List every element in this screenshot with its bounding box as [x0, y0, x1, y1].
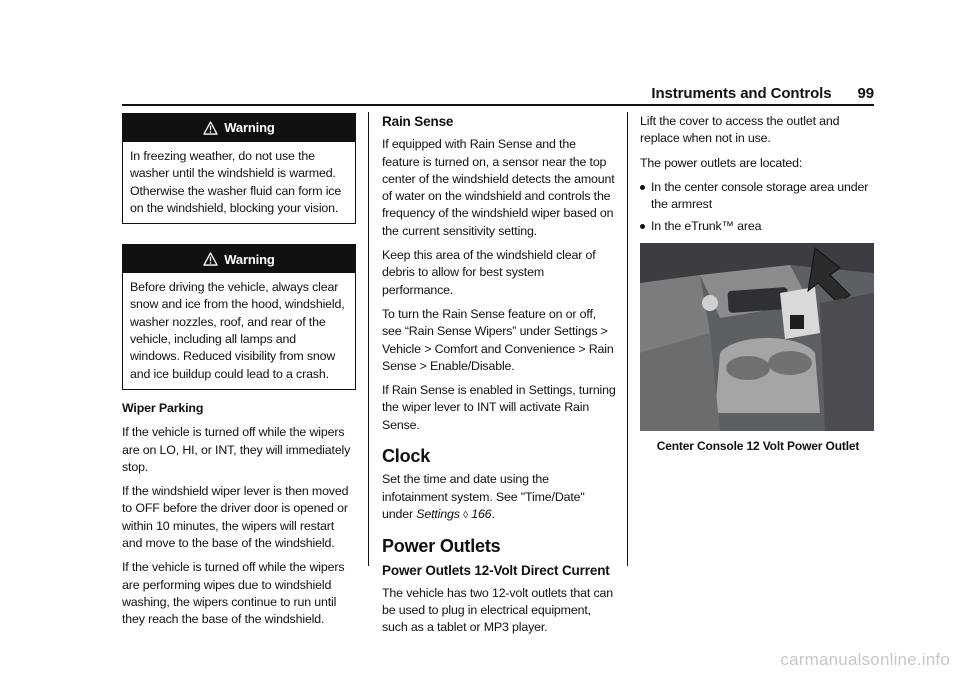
power-outlets-paragraph: The power outlets are located:	[640, 155, 803, 170]
warning-box-snow	[122, 244, 356, 390]
list-item: In the center console storage area under the armrest	[640, 179, 876, 214]
power-outlets-paragraph: The vehicle has two 12-volt outlets that can be used to plug in electrical equipment, such as a tablet or MP3 player.	[382, 585, 614, 635]
page-reference[interactable]: 166	[471, 506, 492, 521]
warning-box-freezing	[122, 113, 356, 224]
section-title: Instruments and Controls	[651, 84, 832, 102]
page-header	[122, 82, 874, 104]
rain-sense-paragraph: If equipped with Rain Sense and the feature is turned on, a sensor near the top center of the windshield detects the amount of water on the windshield and controls the frequency of the windshield wiper based on the current sensitivity setting.	[382, 137, 615, 238]
center-console-photo	[640, 243, 874, 431]
clock-paragraph	[382, 471, 616, 524]
warning-triangle-icon	[203, 252, 218, 266]
warning-text: Before driving the vehicle, always clear snow and ice from the hood, windshield, washer nozzles, roof, and rear of the vehicle, including all lamps and windows. Reduced visibility from snow and ice buildup could lead to a crash.	[130, 280, 345, 381]
wiper-parking-heading: Wiper Parking	[122, 400, 204, 415]
warning-header	[123, 245, 355, 273]
wiper-parking-paragraph: If the windshield wiper lever is then moved to OFF before the driver door is opened or within 10 minutes, the wipers will restart and move to the base of the windshield.	[122, 484, 349, 551]
wiper-parking-paragraph: If the vehicle is turned off while the wipers are on LO, HI, or INT, they will immediately stop.	[122, 425, 351, 474]
clock-heading: Clock	[382, 446, 431, 467]
power-outlets-heading: Power Outlets	[382, 536, 501, 557]
rain-sense-paragraph: To turn the Rain Sense feature on or off, see “Rain Sense Wipers” under Settings > Vehicle > Comfort and Convenience > Rain Sense > Enable/Disable.	[382, 306, 614, 373]
header-rule	[122, 104, 874, 106]
power-outlets-paragraph: Lift the cover to access the outlet and replace when not in use.	[640, 114, 840, 146]
outlet-locations-list	[640, 179, 876, 236]
page-reference-icon: ◊	[463, 509, 468, 521]
column-2	[382, 113, 616, 644]
watermark: carmanualsonline.info	[780, 650, 950, 669]
column-3	[640, 113, 876, 455]
list-item: In the eTrunk™ area	[640, 218, 876, 235]
column-divider-1	[368, 112, 369, 566]
warning-text: In freezing weather, do not use the washer until the windshield is warmed. Otherwise the washer fluid can form ice on the windshield, blocking your vision.	[130, 149, 342, 215]
warning-triangle-icon	[203, 121, 218, 135]
column-1	[122, 113, 356, 636]
rain-sense-paragraph: Keep this area of the windshield clear of debris to allow for best system performance.	[382, 248, 596, 297]
clock-text-end: .	[491, 506, 495, 521]
column-divider-2	[627, 112, 628, 566]
clock-text: Set the time and date using the infotainment system. See "Time/Date" under	[382, 472, 585, 521]
warning-title: Warning	[224, 120, 275, 136]
warning-header	[123, 114, 355, 142]
rain-sense-heading: Rain Sense	[382, 114, 454, 129]
power-outlets-subheading: Power Outlets 12-Volt Direct Current	[382, 562, 610, 578]
console-illustration	[640, 243, 874, 431]
warning-title: Warning	[224, 251, 275, 267]
figure-caption: Center Console 12 Volt Power Outlet	[656, 438, 860, 453]
rain-sense-paragraph: If Rain Sense is enabled in Settings, turning the wiper lever to INT will activate Rain Sense.	[382, 383, 616, 432]
page-number: 99	[857, 84, 874, 102]
settings-link[interactable]: Settings	[416, 506, 460, 521]
wiper-parking-paragraph: If the vehicle is turned off while the wipers are performing wipes due to windshield washing, the wipers continue to run until they reach the base of the windshield.	[122, 560, 345, 627]
